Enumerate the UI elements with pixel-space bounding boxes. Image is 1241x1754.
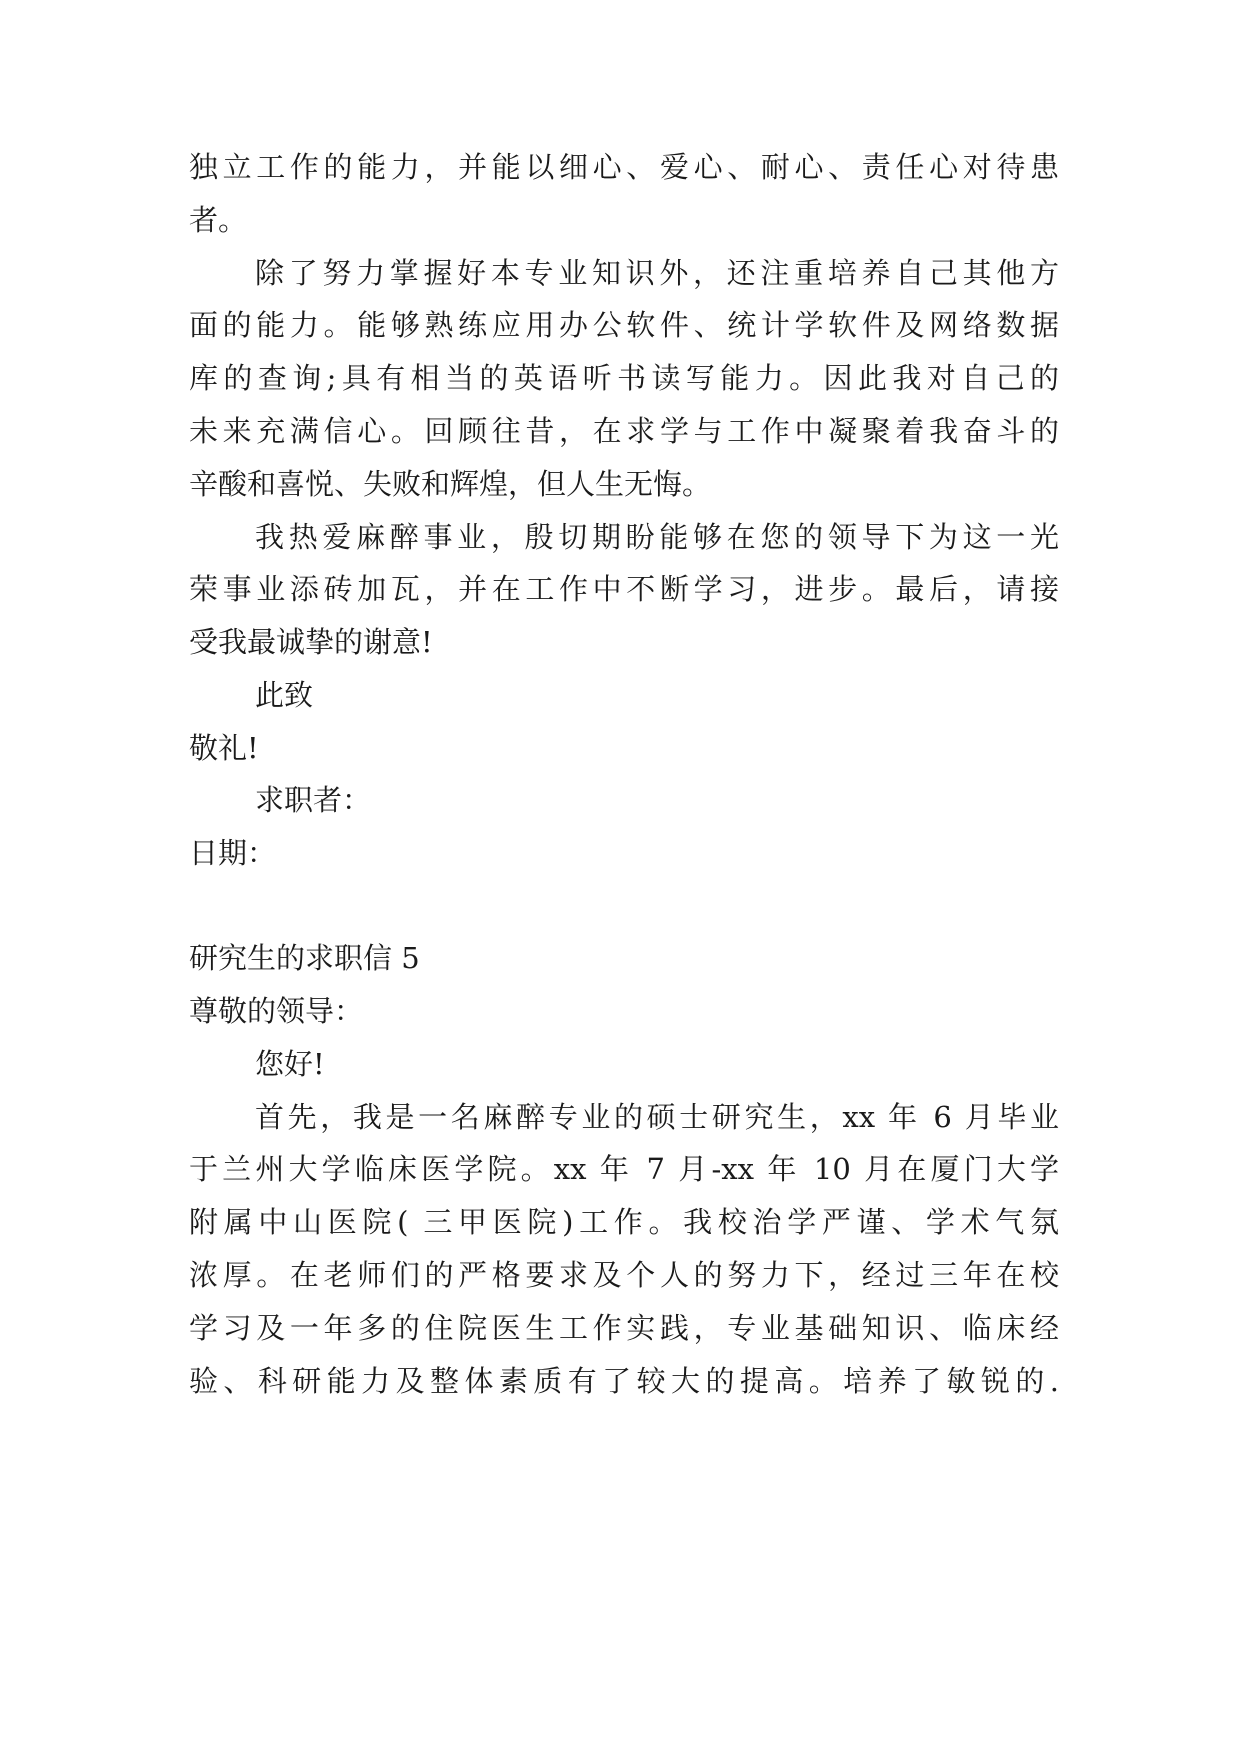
date-line: 日期： [189, 836, 277, 870]
text-line: 者。 [189, 203, 248, 237]
text-line: 库的查询;具有相当的英语听书读写能力。因此我对自己的 [189, 361, 1059, 395]
text-line: 学习及一年多的住院医生工作实践，专业基础知识、临床经 [189, 1311, 1059, 1345]
salutation-line: 敬礼! [189, 731, 259, 765]
text-line: 浓厚。在老师们的严格要求及个人的努力下，经过三年在校 [189, 1258, 1059, 1292]
text-line: 未来充满信心。回顾往昔，在求学与工作中凝聚着我奋斗的 [189, 414, 1059, 448]
paragraph-start-line: 我热爱麻醉事业，殷切期盼能够在您的领导下为这一光 [255, 520, 1059, 554]
text-line: 面的能力。能够熟练应用办公软件、统计学软件及网络数据 [189, 308, 1059, 342]
section-title: 研究生的求职信 5 [189, 941, 420, 975]
hello-line: 您好! [255, 1047, 325, 1081]
applicant-line: 求职者： [255, 783, 372, 817]
text-line: 独立工作的能力，并能以细心、爱心、耐心、责任心对待患 [189, 150, 1059, 184]
text-line: 附属中山医院( 三甲医院)工作。我校治学严谨、学术气氛 [189, 1205, 1059, 1239]
text-line: 验、科研能力及整体素质有了较大的提高。培养了敏锐的. [189, 1364, 1059, 1398]
paragraph-start-line: 除了努力掌握好本专业知识外，还注重培养自己其他方 [255, 256, 1059, 290]
paragraph-start-line: 首先，我是一名麻醉专业的硕士研究生，xx 年 6 月毕业 [255, 1100, 1059, 1134]
text-line: 辛酸和喜悦、失败和辉煌，但人生无悔。 [189, 467, 712, 501]
closing-line: 此致 [255, 678, 314, 712]
text-line: 于兰州大学临床医学院。xx 年 7 月-xx 年 10 月在厦门大学 [189, 1152, 1059, 1186]
text-line: 受我最诚挚的谢意! [189, 625, 433, 659]
greeting-line: 尊敬的领导： [189, 994, 364, 1028]
text-line: 荣事业添砖加瓦，并在工作中不断学习，进步。最后，请接 [189, 572, 1059, 606]
